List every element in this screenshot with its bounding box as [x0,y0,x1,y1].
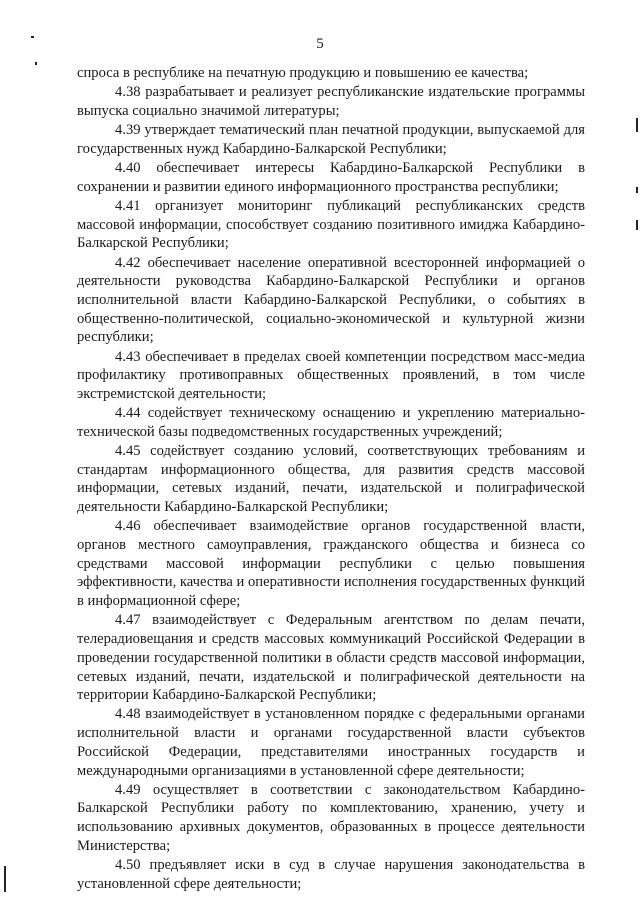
scan-edge-mark-bottom-left [4,866,6,892]
paragraph-4-46: 4.46 обеспечивает взаимодействие органов государственной власти, органов местного самоуправления, гражданского общества и бизнеса со средствами массовой информации республики с целью повышения эффективности, качества и оперативности исполнения государственных функций в информационной сфере; [77,518,585,610]
paragraph-4-45: 4.45 содействует созданию условий, соответствующих требованиям и стандартам информационного общества, для развития средств массовой информации, сетевых изданий, печати, издательской и полиграфической деятельности Кабардино-Балкарской Республики; [77,443,585,516]
paragraph-4-38: 4.38 разрабатывает и реализует республиканские издательские программы выпуска социально значимой литературы; [77,84,585,119]
paragraph-4-49: 4.49 осуществляет в соответствии с законодательством Кабардино-Балкарской Республики работу по комплектованию, хранению, учету и использованию архивных документов, образованных в процессе деятельности Министерства; [77,781,585,854]
paragraph-4-39: 4.39 утверждает тематический план печатной продукции, выпускаемой для государственных нужд Кабардино-Балкарской Республики; [77,122,585,157]
paragraph-4-48: 4.48 взаимодействует в установленном порядке с федеральными органами исполнительной власти и органами государственной власти субъектов Российской Федерации, представителями иностранных государств и международными организациями в установленной сфере деятельности; [77,706,585,779]
paragraph-4-41: 4.41 организует мониторинг публикаций республиканских средств массовой информации, способствует созданию позитивного имиджа Кабардино-Балкарской Республики; [77,197,585,252]
scan-edge-mark-right-2 [636,187,638,193]
paragraph-4-40: 4.40 обеспечивает интересы Кабардино-Балкарской Республики в сохранении и развитии единого информационного пространства республики; [77,160,585,195]
paragraph-4-42: 4.42 обеспечивает население оперативной всесторонней информацией о деятельности руководства Кабардино-Балкарской Республики и органов исполнительной власти Кабардино-Балкарской Республики, о событиях в общественно-политической, социально-экономической и культурной жизни республики; [77,254,585,346]
document-body [77,64,585,893]
paragraph-4-50: 4.50 предъявляет иски в суд в случае нарушения законодательства в установленной сфере деятельности; [77,857,585,892]
scan-edge-mark-right-3 [636,220,638,230]
page-number: 5 [316,36,324,52]
scan-speck-top-left [31,36,34,38]
paragraph-4-43: 4.43 обеспечивает в пределах своей компетенции посредством масс-медиа профилактику противоправных общественных проявлений, в том числе экстремистской деятельности; [77,348,585,402]
scan-edge-mark-right-1 [636,118,638,132]
paragraph-4-44: 4.44 содействует техническому оснащению и укреплению материально-технической базы подведомственных государственных учреждений; [77,405,585,440]
paragraph-continuation: спроса в республике на печатную продукцию и повышению ее качества; [77,65,529,81]
scan-speck-top-left-2 [35,62,37,65]
paragraph-4-47: 4.47 взаимодействует с Федеральным агентством по делам печати, телерадиовещания и средств массовых коммуникаций Российской Федерации в проведении государственной политики в области средств массовой информации, сетевых изданий, печати, издательской и полиграфической деятельности на территории Кабардино-Балкарской Республики; [77,612,585,704]
